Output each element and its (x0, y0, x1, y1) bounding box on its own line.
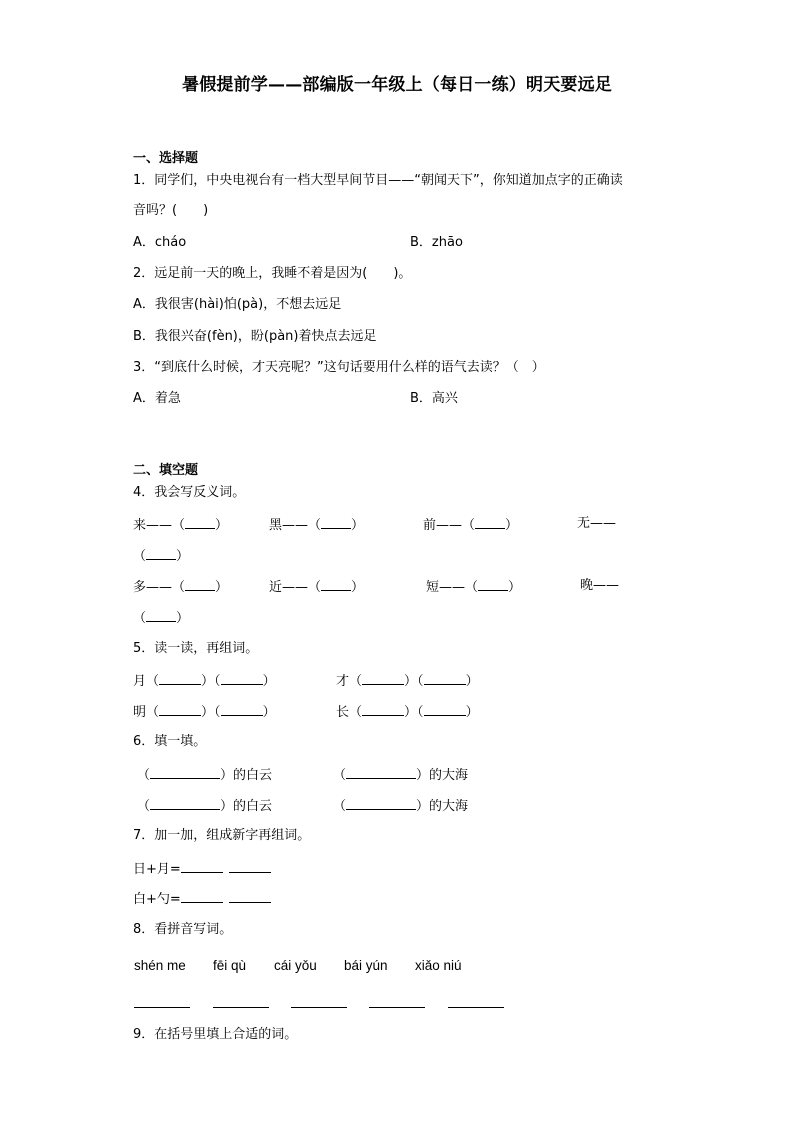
q1-option-a[interactable]: A．cháo (133, 235, 187, 250)
q6-item (333, 766, 468, 784)
open-paren: （ (465, 580, 479, 595)
answer-blank[interactable] (362, 703, 404, 716)
open-paren: （ (417, 705, 424, 720)
page-title: 暑假提前学——部编版一年级上（每日一练）明天要远足 (182, 75, 612, 95)
q5-char: 长 (336, 705, 350, 720)
q6-phrase: 的白云 (233, 799, 273, 814)
q4-item-wrap (133, 547, 189, 565)
answer-blank[interactable] (346, 766, 416, 779)
close-paren: ） (465, 705, 479, 720)
answer-blank[interactable] (146, 609, 176, 622)
q6-item (333, 797, 468, 815)
q2-option-a[interactable]: A．我很害(hài)怕(pà)，不想去远足 (133, 297, 342, 312)
answer-line[interactable] (448, 1007, 504, 1008)
answer-blank[interactable] (424, 703, 466, 716)
q4-item (133, 516, 228, 534)
close-paren: ） (220, 799, 234, 814)
q4-word: 晚—— (580, 578, 620, 593)
pinyin-item: xiǎo niú (415, 958, 462, 973)
open-paren: （ (146, 674, 160, 689)
q5-item (133, 703, 276, 721)
open-paren: （ (214, 705, 221, 720)
q3-option-a[interactable]: A．着急 (133, 391, 181, 406)
q4-word: 短—— (426, 580, 466, 595)
q9-stem: 9．在括号里填上合适的词。 (133, 1027, 298, 1042)
answer-blank[interactable] (424, 672, 466, 685)
open-paren: （ (133, 611, 147, 626)
q7-formula: 日+月= (133, 862, 181, 877)
open-paren: （ (146, 705, 160, 720)
q5-stem: 5．读一读，再组词。 (133, 641, 259, 656)
q7-formula: 白+勺= (133, 892, 181, 907)
answer-line[interactable] (134, 1007, 190, 1008)
open-paren: （ (172, 518, 186, 533)
q5-item (133, 672, 276, 690)
answer-blank[interactable] (229, 890, 271, 903)
close-paren: ） (508, 580, 522, 595)
close-paren: ） (404, 705, 418, 720)
close-paren: ） (176, 549, 190, 564)
q6-phrase: 的白云 (233, 768, 273, 783)
pinyin-item: bái yún (344, 958, 388, 973)
pinyin-item: shén me (134, 958, 186, 973)
section-heading-choice: 一、选择题 (133, 151, 199, 166)
q3-stem: 3．“到底什么时候，才天亮呢？”这句话要用什么样的语气去读？（ ） (133, 360, 545, 375)
open-paren: （ (333, 799, 347, 814)
pinyin-item: cái yǒu (274, 958, 317, 973)
answer-blank[interactable] (159, 672, 201, 685)
q4-word: 前—— (423, 518, 463, 533)
q4-item (423, 516, 518, 534)
close-paren: ） (351, 580, 365, 595)
close-paren: ） (262, 705, 276, 720)
close-paren: ） (416, 799, 430, 814)
close-paren: ） (465, 674, 479, 689)
open-paren: （ (133, 549, 147, 564)
close-paren: ） (404, 674, 418, 689)
answer-blank[interactable] (346, 797, 416, 810)
answer-blank[interactable] (185, 578, 215, 591)
q4-item (426, 578, 521, 596)
answer-blank[interactable] (181, 890, 223, 903)
q5-char: 才 (336, 674, 350, 689)
close-paren: ） (176, 611, 190, 626)
q3-option-b[interactable]: B．高兴 (410, 391, 458, 406)
open-paren: （ (137, 799, 151, 814)
answer-blank[interactable] (150, 797, 220, 810)
q5-item (336, 672, 479, 690)
q2-stem: 2．远足前一天的晚上，我睡不着是因为( )。 (133, 266, 412, 281)
answer-blank[interactable] (146, 547, 176, 560)
answer-blank[interactable] (362, 672, 404, 685)
q8-stem: 8．看拼音写词。 (133, 922, 233, 937)
answer-line[interactable] (213, 1007, 269, 1008)
answer-blank[interactable] (321, 578, 351, 591)
close-paren: ） (351, 518, 365, 533)
open-paren: （ (462, 518, 476, 533)
open-paren: （ (308, 518, 322, 533)
open-paren: （ (172, 580, 186, 595)
close-paren: ） (201, 674, 215, 689)
q1-stem-line1: 1．同学们，中央电视台有一档大型早间节目——“朝闻天下”，你知道加点字的正确读 (133, 173, 623, 188)
q4-word: 无—— (577, 516, 617, 531)
open-paren: （ (333, 768, 347, 783)
open-paren: （ (137, 768, 151, 783)
answer-blank[interactable] (185, 516, 215, 529)
section-heading-fill: 二、填空题 (133, 463, 199, 478)
q7-equation (133, 860, 271, 878)
q6-item (137, 766, 272, 784)
close-paren: ） (262, 674, 276, 689)
q4-item (133, 578, 228, 596)
open-paren: （ (349, 705, 363, 720)
q4-item-wrap (133, 609, 189, 627)
q5-item (336, 703, 479, 721)
close-paren: ） (215, 580, 229, 595)
close-paren: ） (201, 705, 215, 720)
answer-blank[interactable] (478, 578, 508, 591)
q1-option-b[interactable]: B．zhāo (410, 235, 463, 250)
answer-line[interactable] (291, 1007, 347, 1008)
answer-blank[interactable] (221, 703, 263, 716)
q6-phrase: 的大海 (429, 768, 469, 783)
q6-phrase: 的大海 (429, 799, 469, 814)
q4-item (269, 578, 364, 596)
q7-equation (133, 890, 271, 908)
close-paren: ） (505, 518, 519, 533)
q5-char: 月 (133, 674, 147, 689)
q4-item (269, 516, 364, 534)
q4-word: 来—— (133, 518, 173, 533)
pinyin-item: fēi qù (213, 958, 247, 973)
q5-char: 明 (133, 705, 147, 720)
q4-stem: 4．我会写反义词。 (133, 485, 246, 500)
q6-stem: 6．填一填。 (133, 734, 207, 749)
answer-blank[interactable] (475, 516, 505, 529)
close-paren: ） (220, 768, 234, 783)
open-paren: （ (214, 674, 221, 689)
q6-item (137, 797, 272, 815)
q4-word: 近—— (269, 580, 309, 595)
q4-word: 黑—— (269, 518, 309, 533)
open-paren: （ (349, 674, 363, 689)
answer-blank[interactable] (181, 860, 223, 873)
q2-option-b[interactable]: B．我很兴奋(fèn)，盼(pàn)着快点去远足 (133, 329, 377, 344)
answer-blank[interactable] (159, 703, 201, 716)
open-paren: （ (308, 580, 322, 595)
q4-word: 多—— (133, 580, 173, 595)
close-paren: ） (416, 768, 430, 783)
answer-line[interactable] (369, 1007, 425, 1008)
answer-blank[interactable] (321, 516, 351, 529)
answer-blank[interactable] (221, 672, 263, 685)
open-paren: （ (417, 674, 424, 689)
q1-stem-line2: 音吗？( ) (133, 203, 209, 218)
q7-stem: 7．加一加，组成新字再组词。 (133, 828, 311, 843)
answer-blank[interactable] (150, 766, 220, 779)
answer-blank[interactable] (229, 860, 271, 873)
close-paren: ） (215, 518, 229, 533)
